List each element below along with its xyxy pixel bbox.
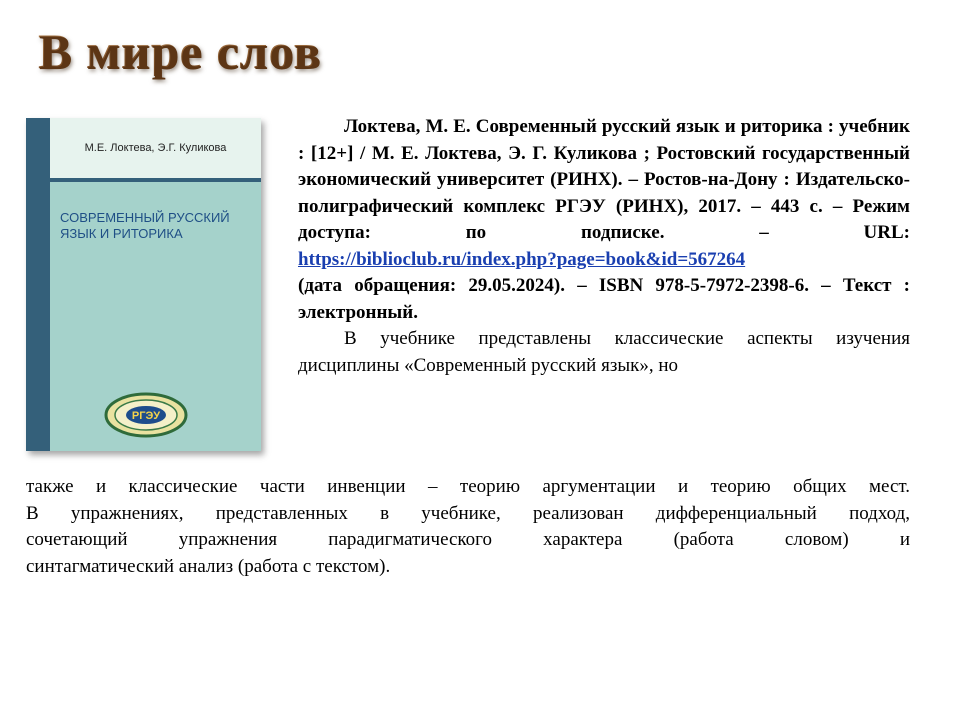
description-paragraph xyxy=(26,474,910,580)
description-first-line: В учебнике представлены классические аспекты изучения дисциплины «Современный русский язык», но xyxy=(298,328,910,376)
description-line: В упражнениях, представленных в учебнике, реализован дифференциальный подход, xyxy=(26,502,910,524)
slide-title: В мире слов xyxy=(38,23,322,79)
description-line: синтагматический анализ (работа с текстом). xyxy=(26,555,391,577)
description-line: сочетающий упражнения парадигматического характера (работа словом) и xyxy=(26,529,910,550)
book-cover-title-line2: ЯЗЫК И РИТОРИКА xyxy=(60,226,183,241)
record-url-link[interactable]: https://biblioclub.ru/index.php?page=book&id=567264 xyxy=(298,248,746,270)
book-spine xyxy=(26,118,50,451)
description-line: также и классические части инвенции – теорию аргументации и теорию общих мест. xyxy=(26,476,910,497)
book-cover-authors: М.Е. Локтева, Э.Г. Куликова xyxy=(50,118,261,182)
emblem-text: РГЭУ xyxy=(131,410,161,422)
book-cover-title-line1: СОВРЕМЕННЫЙ РУССКИЙ xyxy=(60,210,230,225)
book-cover-title xyxy=(60,210,250,242)
record-citation: Локтева, М. Е. Современный русский язык и риторика : учебник : [12+] / М. Е. Локтева, Э. Г. Куликова ; Ростовский государственный экономический университет (РИНХ). – Ростов-на-Дону : Издательско-полиграфический комплекс РГЭУ (РИНХ), 2017. – 443 с. – Режим доступа: по подписке. – URL: xyxy=(298,116,910,243)
bibliographic-record xyxy=(298,114,910,379)
record-citation-tail: (дата обращения: 29.05.2024). – ISBN 978-5-7972-2398-6. – Текст : электронный. xyxy=(298,275,910,323)
university-emblem-icon xyxy=(104,392,188,443)
book-cover-image xyxy=(26,118,261,451)
